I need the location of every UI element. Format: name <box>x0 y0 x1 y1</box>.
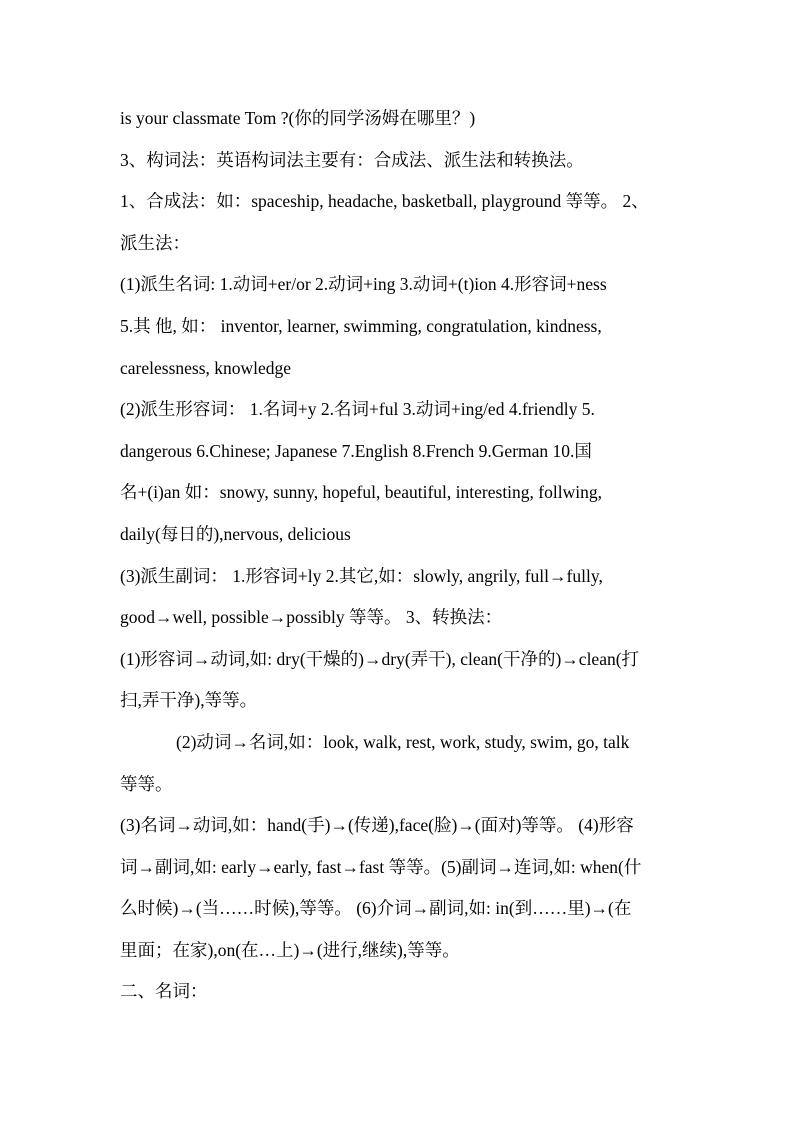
document-body <box>120 103 674 1018</box>
text-line: 么时候)→(当……时候),等等。 (6)介词→副词,如: in(到……里)→(在 <box>120 898 632 919</box>
text-line: 词→副词,如: early→early, fast→fast 等等。(5)副词→连词,如: when(什 <box>120 856 642 877</box>
text-line: (1)形容词→动词,如: dry(干燥的)→dry(弄干), clean(干净的)→clean(打 <box>120 648 640 669</box>
text-line: is your classmate Tom ?(你的同学汤姆在哪里？) <box>120 108 476 128</box>
text-line: dangerous 6.Chinese; Japanese 7.English 8.French 9.German 10.国 <box>120 440 592 461</box>
text-line: carelessness, knowledge <box>120 357 292 378</box>
text-line: (3)名词→动词,如：hand(手)→(传递),face(脸)→(面对)等等。 (4)形容 <box>120 815 634 836</box>
text-line: 里面；在家),on(在…上)→(进行,继续),等等。 <box>120 939 460 960</box>
text-line: 扫,弄干净),等等。 <box>120 690 258 711</box>
text-line: good→well, possible→possibly 等等。 3、转换法： <box>120 607 503 628</box>
text-line: 派生法： <box>120 232 190 253</box>
text-line: (1)派生名词: 1.动词+er/or 2.动词+ing 3.动词+(t)ion 4.形容词+ness <box>120 274 607 295</box>
text-line: (3)派生副词： 1.形容词+ly 2.其它,如：slowly, angrily, full→fully, <box>120 565 603 586</box>
text-line: (2)派生形容词： 1.名词+y 2.名词+ful 3.动词+ing/ed 4.friendly 5. <box>120 399 595 420</box>
text-line-indented: (2)动词→名词,如：look, walk, rest, work, study, swim, go, talk <box>176 731 630 752</box>
text-line: 等等。 <box>120 773 173 794</box>
section-heading-nouns: 二、名词： <box>120 981 208 1002</box>
text-line: 1、合成法：如：spaceship, headache, basketball, playground 等等。 2、 <box>120 191 649 212</box>
section-heading-word-formation: 3、构词法：英语构词法主要有：合成法、派生法和转换法。 <box>120 149 584 170</box>
text-line: 5.其 他, 如： inventor, learner, swimming, congratulation, kindness, <box>120 315 602 336</box>
text-line: 名+(i)an 如：snowy, sunny, hopeful, beautiful, interesting, follwing, <box>120 482 602 503</box>
text-line: daily(每日的),nervous, delicious <box>120 523 351 544</box>
